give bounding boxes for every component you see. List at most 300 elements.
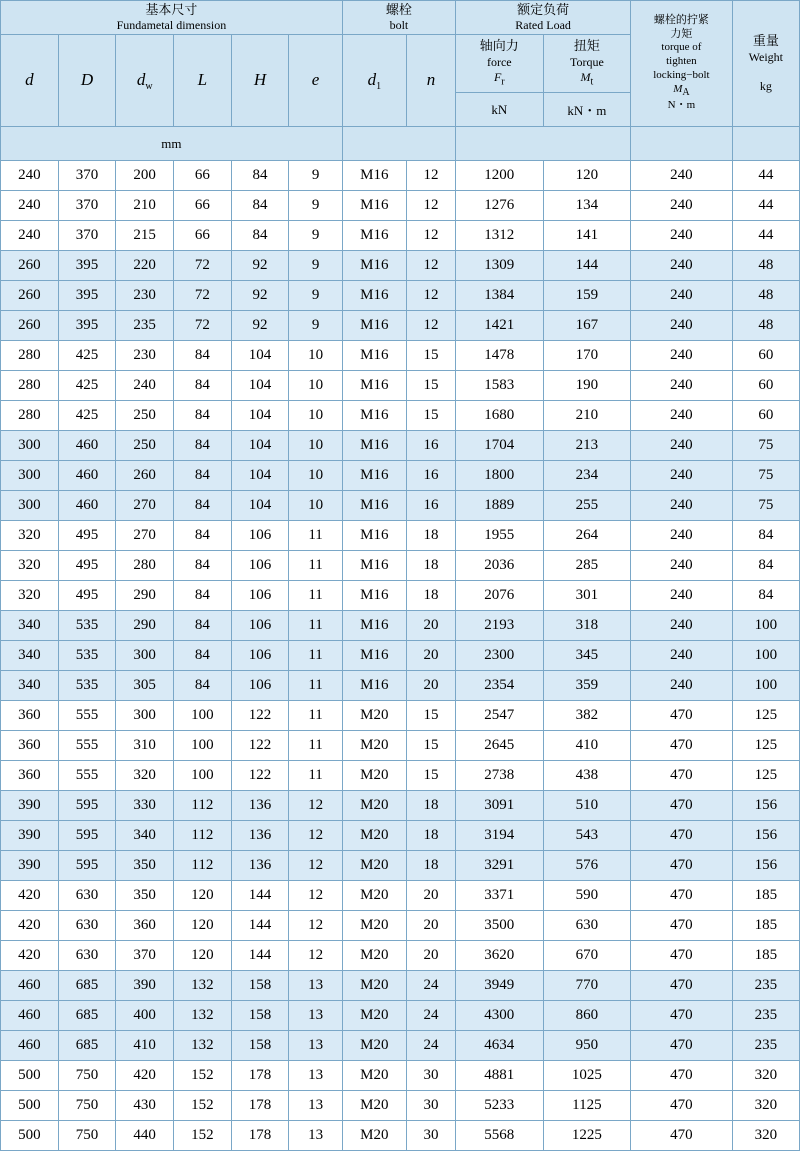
table-cell: 340 — [1, 671, 59, 701]
table-cell: 20 — [406, 671, 455, 701]
header-group-dimension-cn: 基本尺寸 — [145, 1, 198, 17]
table-cell: 156 — [732, 791, 799, 821]
table-cell: 240 — [631, 491, 732, 521]
table-cell: 84 — [174, 461, 232, 491]
table-cell: 75 — [732, 461, 799, 491]
table-cell: 66 — [174, 191, 232, 221]
table-cell: 158 — [231, 971, 289, 1001]
table-cell: 84 — [231, 161, 289, 191]
table-cell: 100 — [732, 641, 799, 671]
table-cell: 132 — [174, 971, 232, 1001]
table-cell: 240 — [631, 611, 732, 641]
table-cell: 320 — [732, 1121, 799, 1151]
table-cell: 13 — [289, 1031, 342, 1061]
table-cell: 11 — [289, 551, 342, 581]
header-symbol-n — [406, 35, 455, 127]
table-cell: 84 — [174, 611, 232, 641]
table-cell: M16 — [342, 611, 406, 641]
table-cell: 555 — [58, 731, 116, 761]
table-cell: 240 — [116, 371, 174, 401]
table-cell: 152 — [174, 1091, 232, 1121]
table-cell: 84 — [174, 371, 232, 401]
table-cell: 11 — [289, 731, 342, 761]
table-cell: 120 — [174, 911, 232, 941]
table-cell: 470 — [631, 731, 732, 761]
table-cell: 595 — [58, 851, 116, 881]
table-cell: 235 — [732, 1031, 799, 1061]
table-cell: 260 — [1, 281, 59, 311]
table-cell: 44 — [732, 221, 799, 251]
table-cell: 320 — [1, 581, 59, 611]
table-cell: 440 — [116, 1121, 174, 1151]
table-cell: M20 — [342, 941, 406, 971]
table-cell: M16 — [342, 191, 406, 221]
table-row — [1, 461, 800, 491]
header-symbol-e — [289, 35, 342, 127]
table-cell: 60 — [732, 401, 799, 431]
table-cell: 9 — [289, 251, 342, 281]
table-cell: 595 — [58, 821, 116, 851]
table-cell: M20 — [342, 791, 406, 821]
header-torque-symbol-letter: M — [673, 82, 683, 95]
table-cell: 92 — [231, 311, 289, 341]
table-cell: 48 — [732, 311, 799, 341]
table-cell: 100 — [174, 761, 232, 791]
table-cell: 20 — [406, 911, 455, 941]
table-cell: 555 — [58, 761, 116, 791]
header-torque-symbol-mt — [544, 70, 631, 89]
table-cell: 106 — [231, 581, 289, 611]
table-cell: 24 — [406, 1001, 455, 1031]
table-cell: 264 — [543, 521, 631, 551]
table-cell: 345 — [543, 641, 631, 671]
table-cell: 1800 — [456, 461, 544, 491]
header-torque-unit-text: kN・m — [567, 102, 607, 118]
header-group-load-en: Rated Load — [515, 18, 571, 33]
table-cell: 84 — [732, 551, 799, 581]
table-cell: 770 — [543, 971, 631, 1001]
table-cell: 104 — [231, 431, 289, 461]
table-cell: 360 — [1, 701, 59, 731]
table-cell: 250 — [116, 431, 174, 461]
table-cell: 240 — [1, 161, 59, 191]
table-cell: 12 — [406, 191, 455, 221]
table-cell: 320 — [116, 761, 174, 791]
table-cell: 260 — [116, 461, 174, 491]
table-cell: 1955 — [456, 521, 544, 551]
table-cell: 235 — [732, 1001, 799, 1031]
table-cell: 132 — [174, 1001, 232, 1031]
header-group-bolt — [342, 1, 455, 35]
table-cell: 84 — [174, 551, 232, 581]
table-cell: 240 — [631, 281, 732, 311]
table-row — [1, 281, 800, 311]
header-symbol-D — [58, 35, 116, 127]
table-cell: 178 — [231, 1121, 289, 1151]
table-cell: 16 — [406, 461, 455, 491]
table-cell: 104 — [231, 461, 289, 491]
table-cell: 460 — [1, 971, 59, 1001]
table-cell: 12 — [289, 941, 342, 971]
table-cell: 125 — [732, 731, 799, 761]
table-cell: 190 — [543, 371, 631, 401]
header-symbol-n-text: n — [426, 70, 436, 90]
table-cell: 144 — [231, 941, 289, 971]
table-cell: 5568 — [456, 1121, 544, 1151]
header-symbol-d — [1, 35, 59, 127]
table-cell: 535 — [58, 641, 116, 671]
table-cell: 2547 — [456, 701, 544, 731]
table-cell: M16 — [342, 581, 406, 611]
table-cell: 220 — [116, 251, 174, 281]
table-cell: 144 — [231, 881, 289, 911]
table-row — [1, 941, 800, 971]
table-cell: M20 — [342, 881, 406, 911]
table-cell: 255 — [543, 491, 631, 521]
table-cell: 300 — [1, 491, 59, 521]
table-cell: 100 — [174, 701, 232, 731]
table-cell: 10 — [289, 371, 342, 401]
table-cell: 2354 — [456, 671, 544, 701]
table-cell: 320 — [732, 1061, 799, 1091]
table-cell: 11 — [289, 641, 342, 671]
table-cell: 395 — [58, 281, 116, 311]
table-cell: 18 — [406, 581, 455, 611]
table-row — [1, 1061, 800, 1091]
table-cell: 12 — [406, 311, 455, 341]
table-cell: 1312 — [456, 221, 544, 251]
table-cell: 460 — [1, 1031, 59, 1061]
table-cell: 11 — [289, 761, 342, 791]
table-cell: 470 — [631, 1031, 732, 1061]
table-cell: 1704 — [456, 431, 544, 461]
table-cell: 470 — [631, 1091, 732, 1121]
header-group-bolt-cn: 螺栓 — [385, 1, 412, 17]
table-cell: 4881 — [456, 1061, 544, 1091]
table-cell: 425 — [58, 401, 116, 431]
table-cell: 420 — [1, 881, 59, 911]
table-cell: 30 — [406, 1061, 455, 1091]
table-cell: 630 — [58, 911, 116, 941]
table-cell: 576 — [543, 851, 631, 881]
table-cell: 240 — [631, 191, 732, 221]
table-cell: M20 — [342, 1031, 406, 1061]
table-cell: 430 — [116, 1091, 174, 1121]
table-cell: 370 — [58, 161, 116, 191]
table-body — [1, 161, 800, 1151]
table-cell: 470 — [631, 971, 732, 1001]
table-cell: 106 — [231, 671, 289, 701]
table-cell: 18 — [406, 791, 455, 821]
table-cell: 18 — [406, 851, 455, 881]
table-cell: M20 — [342, 1061, 406, 1091]
table-cell: 156 — [732, 821, 799, 851]
table-cell: 100 — [732, 611, 799, 641]
table-row — [1, 311, 800, 341]
header-group-dimension-en: Fundametal dimension — [116, 18, 227, 33]
table-cell: 595 — [58, 791, 116, 821]
table-row — [1, 851, 800, 881]
table-cell: 590 — [543, 881, 631, 911]
table-cell: 72 — [174, 281, 232, 311]
table-cell: 10 — [289, 341, 342, 371]
header-force-en: force — [486, 54, 512, 69]
table-cell: 84 — [174, 521, 232, 551]
header-group-load-cn: 额定负荷 — [517, 1, 570, 17]
table-cell: 20 — [406, 641, 455, 671]
table-row — [1, 731, 800, 761]
table-cell: 9 — [289, 161, 342, 191]
header-group-dimension — [1, 1, 343, 35]
table-cell: M20 — [342, 911, 406, 941]
header-symbol-D-text: D — [80, 70, 94, 90]
header-force-unit — [456, 93, 544, 127]
table-cell: 15 — [406, 731, 455, 761]
table-cell: 320 — [1, 551, 59, 581]
table-cell: 1583 — [456, 371, 544, 401]
table-cell: 495 — [58, 551, 116, 581]
table-cell: 84 — [231, 221, 289, 251]
table-cell: 685 — [58, 971, 116, 1001]
table-row — [1, 1091, 800, 1121]
table-cell: 2645 — [456, 731, 544, 761]
table-row — [1, 581, 800, 611]
table-cell: 141 — [543, 221, 631, 251]
table-cell: 136 — [231, 791, 289, 821]
table-cell: 280 — [116, 551, 174, 581]
table-cell: 240 — [631, 581, 732, 611]
table-cell: 12 — [406, 281, 455, 311]
table-cell: 1421 — [456, 311, 544, 341]
table-cell: 112 — [174, 821, 232, 851]
table-cell: 240 — [1, 191, 59, 221]
table-cell: 280 — [1, 401, 59, 431]
table-cell: 170 — [543, 341, 631, 371]
table-cell: 84 — [174, 641, 232, 671]
table-cell: 132 — [174, 1031, 232, 1061]
table-cell: 460 — [1, 1001, 59, 1031]
table-cell: 340 — [1, 641, 59, 671]
table-cell: 360 — [1, 731, 59, 761]
table-cell: 106 — [231, 641, 289, 671]
table-cell: 20 — [406, 941, 455, 971]
table-cell: 13 — [289, 1091, 342, 1121]
table-cell: 300 — [116, 701, 174, 731]
table-cell: 9 — [289, 221, 342, 251]
table-cell: 1200 — [456, 161, 544, 191]
table-cell: 16 — [406, 491, 455, 521]
table-cell: 84 — [174, 491, 232, 521]
table-cell: 370 — [116, 941, 174, 971]
table-cell: 290 — [116, 581, 174, 611]
table-cell: 240 — [631, 521, 732, 551]
table-cell: 1276 — [456, 191, 544, 221]
table-cell: 44 — [732, 161, 799, 191]
table-cell: 630 — [58, 941, 116, 971]
table-cell: 12 — [289, 791, 342, 821]
table-cell: 240 — [631, 431, 732, 461]
table-cell: 500 — [1, 1121, 59, 1151]
table-cell: 106 — [231, 521, 289, 551]
table-cell: M16 — [342, 371, 406, 401]
table-cell: M16 — [342, 341, 406, 371]
table-row — [1, 1121, 800, 1151]
table-cell: M16 — [342, 671, 406, 701]
table-cell: 240 — [631, 161, 732, 191]
table-cell: 106 — [231, 611, 289, 641]
table-cell: 136 — [231, 851, 289, 881]
table-cell: 92 — [231, 251, 289, 281]
header-force-cn: 轴向力 — [479, 38, 519, 54]
table-cell: 159 — [543, 281, 631, 311]
table-cell: 66 — [174, 221, 232, 251]
table-cell: 1125 — [543, 1091, 631, 1121]
table-cell: 240 — [631, 551, 732, 581]
table-cell: 470 — [631, 791, 732, 821]
table-cell: 24 — [406, 971, 455, 1001]
table-cell: 2193 — [456, 611, 544, 641]
table-cell: 12 — [289, 821, 342, 851]
table-cell: 250 — [116, 401, 174, 431]
table-cell: 860 — [543, 1001, 631, 1031]
table-row — [1, 251, 800, 281]
header-symbol-e-text: e — [311, 70, 320, 90]
table-header — [1, 1, 800, 161]
table-row — [1, 401, 800, 431]
table-cell: 420 — [116, 1061, 174, 1091]
table-cell: 470 — [631, 1121, 732, 1151]
table-cell: 12 — [406, 251, 455, 281]
table-cell: 360 — [116, 911, 174, 941]
table-cell: 395 — [58, 311, 116, 341]
table-row — [1, 161, 800, 191]
table-row — [1, 821, 800, 851]
header-force-symbol-sub: r — [501, 76, 505, 88]
table-cell: 470 — [631, 941, 732, 971]
table-cell: 630 — [543, 911, 631, 941]
header-force-symbol-letter: F — [493, 69, 502, 84]
table-cell: 210 — [543, 401, 631, 431]
table-cell: 240 — [631, 371, 732, 401]
table-cell: 500 — [1, 1091, 59, 1121]
table-cell: 144 — [231, 911, 289, 941]
header-torque-label-cn: 扭矩 — [573, 38, 600, 54]
table-cell: 10 — [289, 461, 342, 491]
header-symbol-d1-text: d — [367, 69, 377, 89]
table-cell: 104 — [231, 371, 289, 401]
table-row — [1, 491, 800, 521]
table-row — [1, 551, 800, 581]
table-cell: 320 — [1, 521, 59, 551]
table-cell: 3371 — [456, 881, 544, 911]
table-cell: 1025 — [543, 1061, 631, 1091]
table-cell: 30 — [406, 1091, 455, 1121]
table-row — [1, 431, 800, 461]
table-cell: 15 — [406, 341, 455, 371]
table-cell: 84 — [174, 341, 232, 371]
table-cell: 9 — [289, 311, 342, 341]
table-cell: 210 — [116, 191, 174, 221]
header-torque-spacer — [631, 127, 732, 161]
table-cell: 670 — [543, 941, 631, 971]
table-cell: M20 — [342, 821, 406, 851]
table-cell: 750 — [58, 1091, 116, 1121]
table-cell: 320 — [732, 1091, 799, 1121]
table-cell: M20 — [342, 851, 406, 881]
table-cell: 235 — [116, 311, 174, 341]
table-cell: 16 — [406, 431, 455, 461]
table-cell: 48 — [732, 251, 799, 281]
table-cell: 470 — [631, 821, 732, 851]
table-cell: 185 — [732, 881, 799, 911]
table-cell: 11 — [289, 581, 342, 611]
table-cell: 470 — [631, 701, 732, 731]
table-cell: 11 — [289, 701, 342, 731]
table-cell: M16 — [342, 311, 406, 341]
table-cell: 12 — [406, 221, 455, 251]
table-cell: 359 — [543, 671, 631, 701]
table-cell: 3194 — [456, 821, 544, 851]
table-cell: 555 — [58, 701, 116, 731]
table-cell: 100 — [174, 731, 232, 761]
table-cell: 13 — [289, 971, 342, 1001]
table-cell: 13 — [289, 1121, 342, 1151]
table-cell: 125 — [732, 761, 799, 791]
header-torque-symbol-sub: A — [682, 86, 690, 98]
header-symbol-dw — [116, 35, 174, 127]
table-cell: 158 — [231, 1001, 289, 1031]
table-cell: 235 — [732, 971, 799, 1001]
table-cell: 144 — [543, 251, 631, 281]
table-cell: 84 — [174, 581, 232, 611]
table-row — [1, 911, 800, 941]
table-cell: 3500 — [456, 911, 544, 941]
table-cell: 500 — [1, 1061, 59, 1091]
table-cell: 15 — [406, 701, 455, 731]
table-cell: 350 — [116, 851, 174, 881]
table-cell: 685 — [58, 1001, 116, 1031]
table-cell: 390 — [1, 821, 59, 851]
table-cell: 240 — [631, 671, 732, 701]
table-cell: 120 — [174, 941, 232, 971]
table-cell: 350 — [116, 881, 174, 911]
table-cell: 300 — [1, 461, 59, 491]
table-cell: 3091 — [456, 791, 544, 821]
table-cell: 1478 — [456, 341, 544, 371]
table-cell: 495 — [58, 581, 116, 611]
table-cell: M16 — [342, 251, 406, 281]
table-cell: 122 — [231, 701, 289, 731]
table-cell: 382 — [543, 701, 631, 731]
table-row — [1, 701, 800, 731]
table-row — [1, 881, 800, 911]
table-cell: 134 — [543, 191, 631, 221]
table-cell: 750 — [58, 1061, 116, 1091]
table-cell: 13 — [289, 1001, 342, 1031]
table-cell: 630 — [58, 881, 116, 911]
table-cell: 240 — [631, 641, 732, 671]
table-cell: 18 — [406, 551, 455, 581]
header-symbol-L — [174, 35, 232, 127]
table-cell: 460 — [58, 491, 116, 521]
table-cell: 270 — [116, 491, 174, 521]
table-cell: 3949 — [456, 971, 544, 1001]
table-cell: 66 — [174, 161, 232, 191]
table-cell: 470 — [631, 851, 732, 881]
header-group-rated-load — [456, 1, 631, 35]
table-cell: 240 — [631, 311, 732, 341]
table-cell: 395 — [58, 251, 116, 281]
